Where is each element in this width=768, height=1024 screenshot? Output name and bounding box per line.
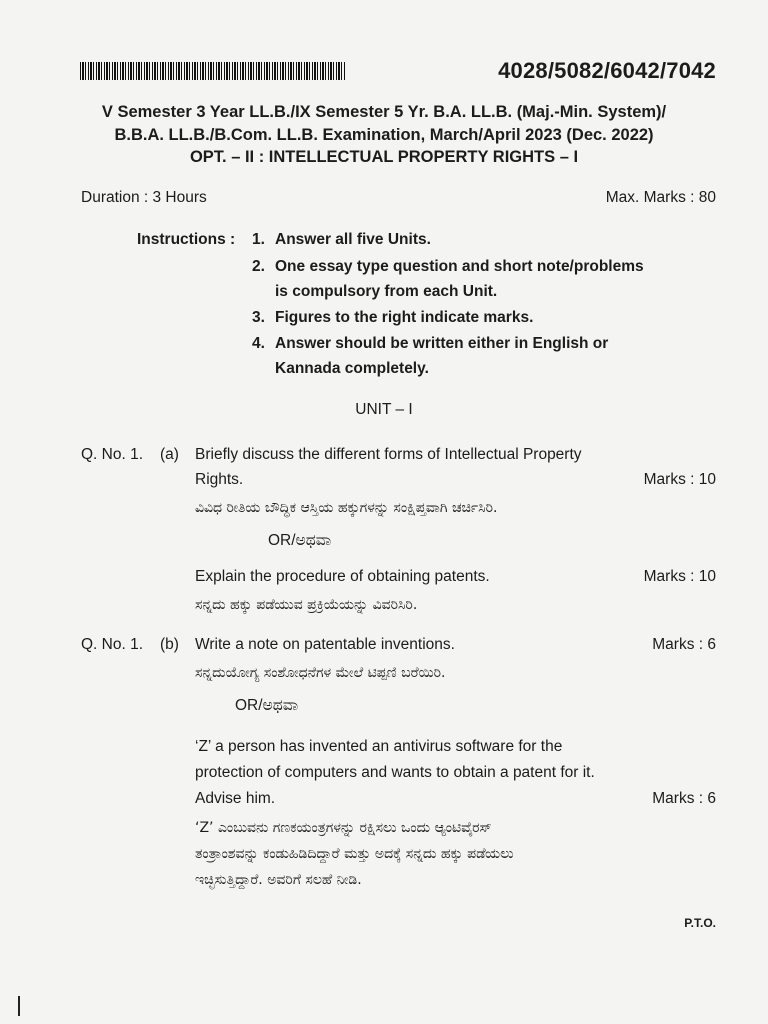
- question-text: protection of computers and wants to obtain a patent for it.: [195, 764, 595, 781]
- question-part: (a): [160, 446, 179, 463]
- instruction-num: 1.: [252, 231, 265, 248]
- instruction-text: Figures to the right indicate marks.: [275, 309, 534, 326]
- question-text-kannada: ತಂತ್ರಾಂಶವನ್ನು ಕಂಡುಹಿಡಿದಿದ್ದಾರೆ ಮತ್ತು ಅದಕ್ಕೆ ಸನ್ನದು ಹಕ್ಕು ಪಡೆಯಲು: [195, 846, 514, 862]
- header-line-3: OPT. – II : INTELLECTUAL PROPERTY RIGHTS – I: [189, 148, 579, 166]
- paper-code: 4028/5082/6042/7042: [498, 58, 716, 83]
- instruction-text: Answer should be written either in English or: [275, 335, 609, 352]
- instruction-num: 4.: [252, 335, 265, 352]
- instruction-text: is compulsory from each Unit.: [275, 283, 498, 300]
- or-separator: OR/ಅಥವಾ: [268, 532, 332, 549]
- duration: Duration : 3 Hours: [81, 189, 207, 206]
- header-line-1: V Semester 3 Year LL.B./IX Semester 5 Yr. B.A. LL.B. (Maj.-Min. System)/: [101, 103, 667, 121]
- instruction-text: Kannada completely.: [275, 360, 429, 377]
- question-text: Advise him.: [195, 790, 276, 807]
- question-marks: Marks : 6: [652, 636, 716, 653]
- or-separator: OR/ಅಥವಾ: [235, 697, 299, 714]
- question-text: Rights.: [195, 471, 244, 488]
- question-text-kannada: ವಿವಿಧ ರೀತಿಯ ಬೌದ್ಧಿಕ ಆಸ್ತಿಯ ಹಕ್ಕುಗಳನ್ನು ಸಂಕ್ಷಿಪ್ತವಾಗಿ ಚರ್ಚಿಸಿರಿ.: [195, 500, 498, 516]
- question-text-kannada: ಇಚ್ಛಿಸುತ್ತಿದ್ದಾರೆ. ಅವರಿಗೆ ಸಲಹೆ ನೀಡಿ.: [195, 872, 362, 888]
- max-marks: Max. Marks : 80: [605, 189, 716, 206]
- instruction-text: Answer all five Units.: [275, 231, 431, 248]
- question-number: Q. No. 1.: [81, 446, 144, 463]
- question-text: Briefly discuss the different forms of Intellectual Property: [195, 446, 582, 463]
- question-marks: Marks : 10: [643, 471, 716, 488]
- unit-title: UNIT – I: [355, 401, 413, 418]
- question-part: (b): [160, 636, 179, 653]
- header-line-2: B.B.A. LL.B./B.Com. LL.B. Examination, March/April 2023 (Dec. 2022): [114, 126, 654, 144]
- question-text-kannada: ಸನ್ನದುಯೋಗ್ಯ ಸಂಶೋಧನೆಗಳ ಮೇಲೆ ಟಿಪ್ಪಣಿ ಬರೆಯಿರಿ.: [195, 665, 446, 681]
- instruction-text: One essay type question and short note/problems: [275, 258, 644, 275]
- question-text-kannada: ಸನ್ನದು ಹಕ್ಕು ಪಡೆಯುವ ಪ್ರಕ್ರಿಯೆಯನ್ನು ವಿವರಿಸಿರಿ.: [195, 597, 418, 613]
- question-marks: Marks : 10: [643, 568, 716, 585]
- question-text: Explain the procedure of obtaining patents.: [195, 568, 490, 585]
- question-text-kannada: ‘Z’ ಎಂಬುವನು ಗಣಕಯಂತ್ರಗಳನ್ನು ರಕ್ಷಿಸಲು ಒಂದು ಆ್ಯಂಟಿವೈರಸ್: [195, 820, 492, 836]
- instruction-num: 3.: [252, 309, 265, 326]
- question-number: Q. No. 1.: [81, 636, 144, 653]
- instruction-num: 2.: [252, 258, 265, 275]
- question-marks: Marks : 6: [652, 790, 716, 807]
- question-text: ‘Z’ a person has invented an antivirus software for the: [195, 738, 563, 755]
- question-text: Write a note on patentable inventions.: [195, 636, 455, 653]
- scan-mark: [18, 996, 20, 1016]
- barcode: [80, 62, 346, 80]
- pto-label: P.T.O.: [684, 916, 716, 930]
- instructions-label: Instructions :: [137, 231, 236, 248]
